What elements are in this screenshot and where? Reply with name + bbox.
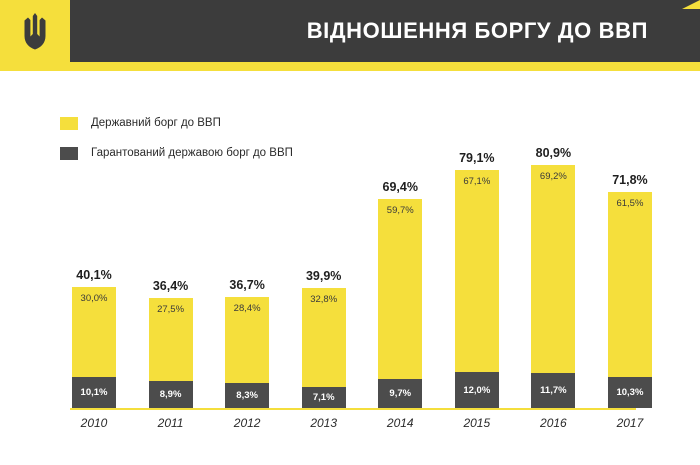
stacked-bar	[531, 165, 575, 408]
bar-segment-state-debt-label: 27,5%	[157, 304, 185, 315]
x-axis-tick: 2014	[386, 416, 414, 430]
bar-segment-guaranteed-debt	[149, 381, 193, 408]
bar-segment-guaranteed-debt-label: 8,9%	[159, 389, 182, 400]
bar-segment-guaranteed-debt-label: 7,1%	[312, 392, 335, 403]
bar-total-label: 36,4%	[152, 279, 189, 293]
bar-segment-state-debt	[455, 170, 499, 372]
page-title: ВІДНОШЕННЯ БОРГУ ДО ВВП	[306, 18, 648, 43]
x-axis-labels	[72, 416, 652, 430]
bar-segment-state-debt	[302, 288, 346, 387]
x-axis-tick: 2010	[80, 416, 108, 430]
bar-column	[455, 151, 499, 408]
bar-segment-state-debt-label: 28,4%	[233, 303, 261, 314]
bar-segment-guaranteed-debt-label: 10,1%	[80, 387, 108, 398]
bar-total-label: 79,1%	[459, 151, 495, 165]
bar-column	[378, 180, 422, 408]
chart-baseline-axis	[70, 408, 636, 410]
bar-total-label: 80,9%	[535, 146, 572, 160]
bar-segment-state-debt-label: 61,5%	[616, 198, 644, 209]
bar-segment-guaranteed-debt-label: 8,3%	[236, 390, 258, 401]
bar-segment-state-debt-label: 67,1%	[463, 176, 491, 187]
bar-total-label: 40,1%	[76, 268, 112, 282]
bar-segment-guaranteed-debt	[608, 377, 652, 408]
bar-segment-state-debt-label: 32,8%	[310, 294, 338, 305]
page-header	[0, 0, 700, 62]
ukraine-trident-icon	[22, 12, 48, 50]
debt-to-gdp-chart	[0, 146, 700, 450]
x-axis-tick: 2012	[233, 416, 261, 430]
stacked-bar	[225, 297, 269, 408]
x-axis-tick: 2017	[616, 416, 644, 430]
bar-segment-state-debt	[608, 192, 652, 377]
bar-segment-guaranteed-debt	[225, 383, 269, 408]
stacked-bar	[378, 199, 422, 408]
bar-segment-state-debt-label: 59,7%	[386, 205, 414, 216]
bar-segment-guaranteed-debt-label: 12,0%	[463, 384, 491, 396]
legend-label-state-debt: Державний борг до ВВП	[91, 117, 221, 129]
bar-segment-guaranteed-debt	[72, 377, 116, 408]
bar-column	[149, 279, 193, 408]
bar-segment-state-debt-label: 30,0%	[80, 293, 108, 304]
header-accent-stripe	[0, 62, 700, 71]
bar-segment-state-debt-label: 69,2%	[539, 171, 567, 182]
bar-column	[608, 173, 652, 408]
x-axis-tick: 2011	[157, 416, 184, 430]
legend-swatch-yellow-icon	[60, 117, 78, 130]
bar-segment-guaranteed-debt-label: 9,7%	[389, 388, 412, 399]
stacked-bar	[455, 170, 499, 408]
bar-segment-state-debt	[378, 199, 422, 379]
x-axis-tick: 2015	[463, 416, 491, 430]
bar-segment-guaranteed-debt	[302, 387, 346, 408]
bar-total-label: 39,9%	[305, 269, 342, 283]
legend-item-state-debt	[60, 108, 480, 138]
bar-column	[72, 268, 116, 408]
x-axis-tick: 2016	[540, 416, 567, 430]
bar-segment-state-debt	[531, 165, 575, 373]
bar-segment-state-debt	[225, 297, 269, 383]
bar-total-label: 36,7%	[229, 278, 265, 292]
bar-segment-guaranteed-debt	[455, 372, 499, 408]
bar-segment-state-debt	[149, 298, 193, 381]
bar-segment-guaranteed-debt	[378, 379, 422, 408]
x-axis-tick: 2013	[310, 416, 338, 430]
emblem-container	[0, 0, 70, 62]
legend-label-guaranteed-debt: Гарантований державою борг до ВВП	[91, 147, 293, 159]
chart-plot-area	[72, 146, 652, 408]
bar-total-label: 71,8%	[612, 173, 648, 187]
bar-segment-guaranteed-debt-label: 10,3%	[616, 387, 644, 398]
bar-segment-guaranteed-debt-label: 11,7%	[540, 385, 567, 396]
bar-column	[302, 269, 346, 408]
stacked-bar	[72, 287, 116, 408]
stacked-bar	[608, 192, 652, 408]
bar-segment-guaranteed-debt	[531, 373, 575, 408]
bar-segment-state-debt	[72, 287, 116, 377]
bar-column	[531, 146, 575, 408]
stacked-bar	[302, 288, 346, 408]
bar-column	[225, 278, 269, 408]
stacked-bar	[149, 298, 193, 408]
bar-total-label: 69,4%	[382, 180, 418, 194]
